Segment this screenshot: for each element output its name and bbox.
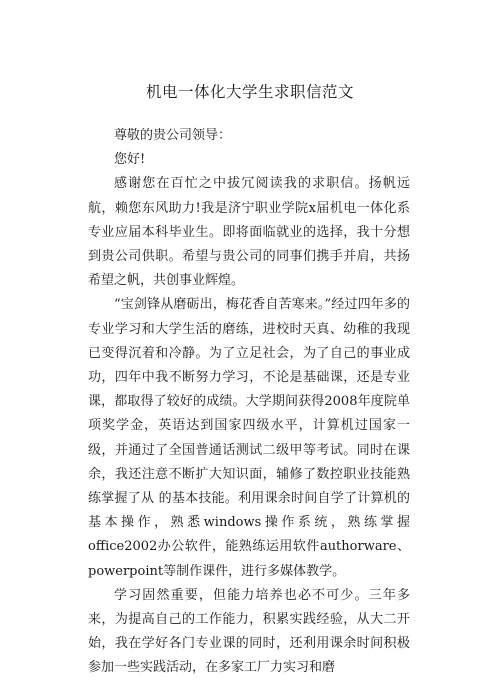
document-title: 机电一体化大学生求职信范文: [145, 83, 354, 101]
salutation: 尊敬的贵公司领导：: [114, 128, 232, 143]
letter-body: [88, 124, 410, 681]
paragraph-intro: 感谢您在百忙之中拔冗阅读我的求职信。扬帆远航，赖您东风助力!我是济宁职业学院x届机电一体化系专业应届本科毕业生。即将面临就业的选择，我十分想到贵公司供职。希望与贵公司的同事们携手并肩，共扬希望之帆，共创事业辉煌。: [88, 176, 410, 289]
paragraph-study: “宝剑锋从磨砺出，梅花香自苦寒来。”经过四年多的专业学习和大学生活的磨练，进校时天真、幼稚的我现已变得沉着和冷静。为了立足社会，为了自己的事业成功，四年中我不断努力学习，不论是基础课，还是专业课，都取得了较好的成绩。大学期间获得2008年度院单项奖学金，英语达到国家四级水平，计算机过国家一级，并通过了全国普通话测试二级甲等考试。同时在课余，我还注意不断扩大知识面，辅修了数控职业技能熟练掌握了从 的基本技能。利用课余时间自学了计算机的基本操作，熟悉windows操作系统，熟练掌握office2002办公软件，能熟练运用软件authorware、powerpoint等制作课件，进行多媒体教学。: [88, 297, 410, 579]
greeting: 您好!: [114, 152, 146, 168]
paragraph-practice: 学习固然重要，但能力培养也必不可少。三年多来，为提高自己的工作能力，积累实践经验，从大二开始，我在学好各门专业课的同时，还利用课余时间积极参加一些实践活动，在多家工厂力实习和磨: [88, 587, 410, 676]
